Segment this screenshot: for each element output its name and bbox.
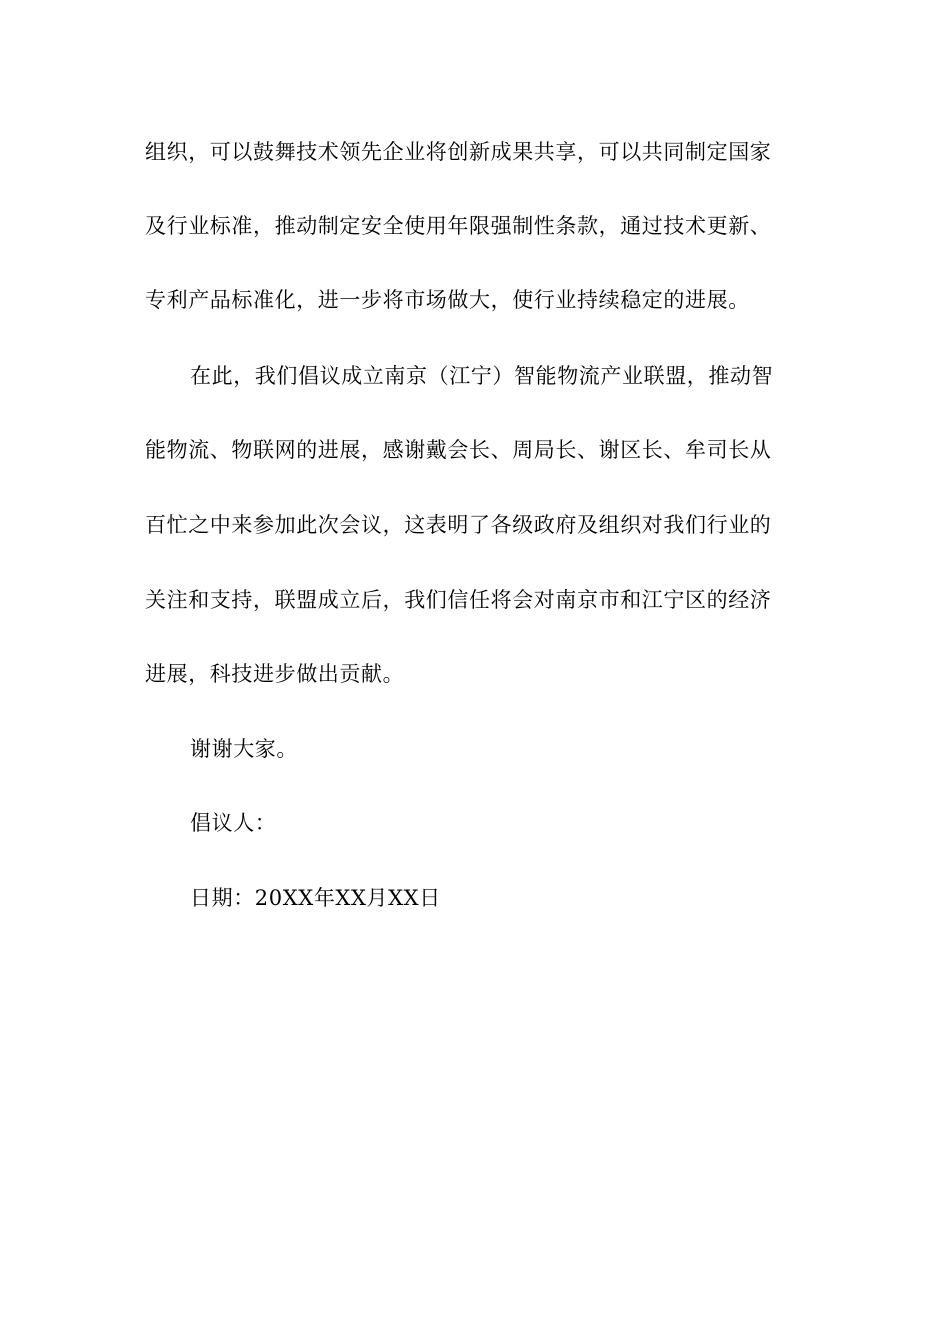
paragraph-line: 专利产品标准化，进一步将市场做大，使行业持续稳定的进展。	[145, 288, 750, 312]
paragraph-line: 组织，可以鼓舞技术领先企业将创新成果共享，可以共同制定国家	[145, 140, 772, 164]
paragraph-line: 进展，科技进步做出贡献。	[145, 662, 405, 686]
thanks-line: 谢谢大家。	[190, 737, 298, 761]
paragraph-line: 关注和支持，联盟成立后，我们信任将会对南京市和江宁区的经济	[145, 588, 772, 612]
paragraph-line: 及行业标准，推动制定安全使用年限强制性条款，通过技术更新、	[145, 214, 772, 238]
paragraph-line: 百忙之中来参加此次会议，这表明了各级政府及组织对我们行业的	[145, 513, 772, 537]
proposer-label: 倡议人：	[190, 811, 277, 835]
paragraph-line: 能物流、物联网的进展，感谢戴会长、周局长、谢区长、牟司长从	[145, 438, 772, 462]
date-line: 日期：20XX年XX月XX日	[190, 886, 441, 910]
paragraph-line: 在此，我们倡议成立南京（江宁）智能物流产业联盟，推动智	[190, 364, 774, 388]
